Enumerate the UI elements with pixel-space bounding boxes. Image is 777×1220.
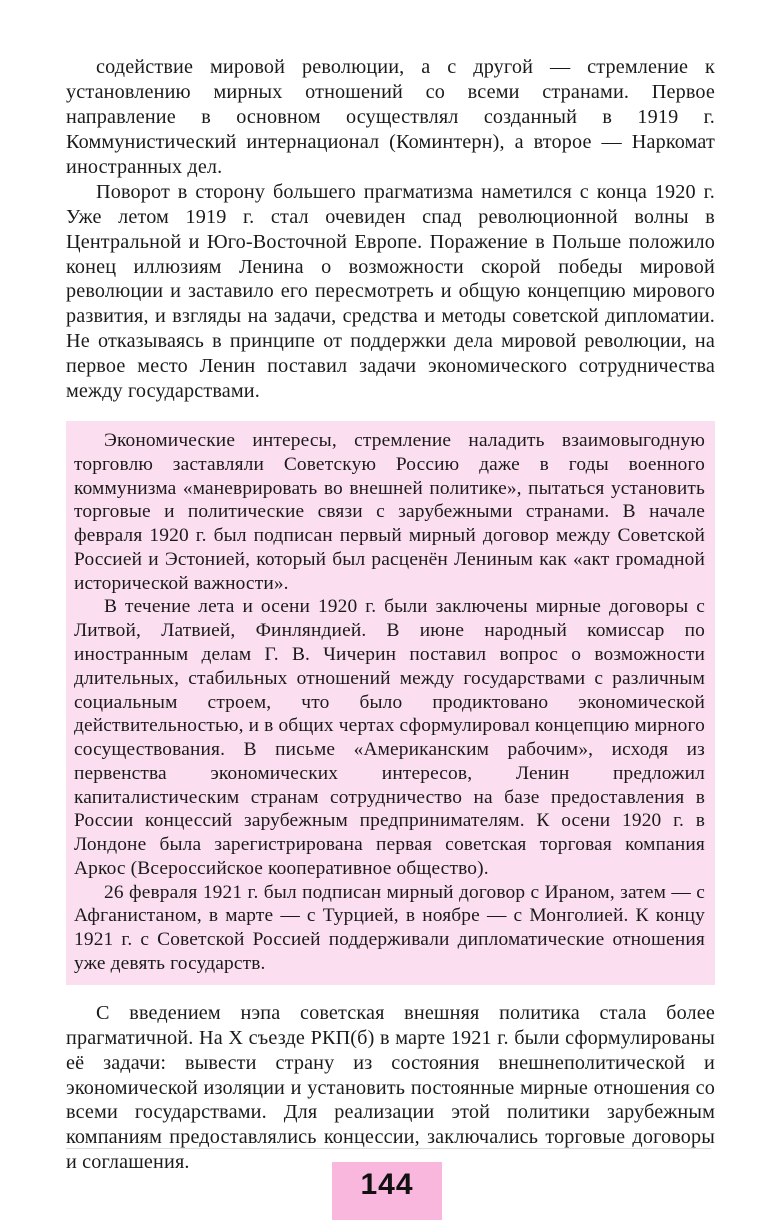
paragraph: содействие мировой революции, а с другой — стремление к установлению мирных отношений со всеми странами. Первое направление в основном осуществлял созданный в 1919 г. Коммунистический интернационал (Коминтерн), а второе — Наркомат иностранных дел. (66, 56, 715, 178)
paragraph: Поворот в сторону большего прагматизма наметился с конца 1920 г. Уже летом 1919 г. стал очевиден спад революционной волны в Центральной и Юго-Восточной Европе. Поражение в Польше положило конец иллюзиям Ленина о возможности скорой победы мировой революции и заставило его пересмотреть и общую концепцию мирового развития, и взгляды на задачи, средства и методы советской дипломатии. Не отказываясь в принципе от поддержки дела мировой революции, на первое место Ленин поставил задачи экономического сотрудничества между государствами. (66, 180, 715, 403)
text-block-intro (66, 55, 715, 404)
highlighted-text-block (66, 421, 715, 985)
footer-divider (66, 1148, 711, 1149)
page-number: 144 (360, 1168, 414, 1201)
paragraph: С введением нэпа советская внешняя политика стала более прагматичной. На X съезде РКП(б) в марте 1921 г. были сформулированы её задачи: вывести страну из состояния внешнеполитической и экономической изоляции и установить постоянные мирные отношения со всеми государствами. Для реализации этой политики зарубежным компаниям предоставлялись концессии, заключались торговые договоры и соглашения. (66, 1001, 715, 1174)
paragraph: Экономические интересы, стремление наладить взаимовыгодную торговлю заставляли Советскую Россию даже в годы военного коммунизма «маневрировать во внешней политике», пытаться установить торговые и политические связи с зарубежными странами. В начале февраля 1920 г. был подписан первый мирный договор между Советской Россией и Эстонией, который был расценён Лениным как «акт громадной исторической важности». (74, 430, 705, 594)
paragraph: В течение лета и осени 1920 г. были заключены мирные договоры с Литвой, Латвией, Финляндией. В июне народный комиссар по иностранным делам Г. В. Чичерин поставил вопрос о возможности длительных, стабильных отношений между государствами с различным социальным строем, что было продиктовано экономической действительностью, и в общих чертах сформулировал концепцию мирного сосуществования. В письме «Американским рабочим», исходя из первенства экономических интересов, Ленин предложил капиталистическим странам сотрудничество на базе предоставления в России концессий зарубежным предпринимателям. К осени 1920 г. в Лондоне была зарегистрирована первая советская торговая компания Аркос (Всероссийское кооперативное общество). (74, 596, 705, 879)
page-footer (0, 1148, 777, 1220)
paragraph: 26 февраля 1921 г. был подписан мирный договор с Ираном, затем — с Афганистаном, в марте — с Турцией, в ноябре — с Монголией. К концу 1921 г. с Советской Россией поддерживали дипломатические отношения уже девять государств. (74, 881, 705, 974)
